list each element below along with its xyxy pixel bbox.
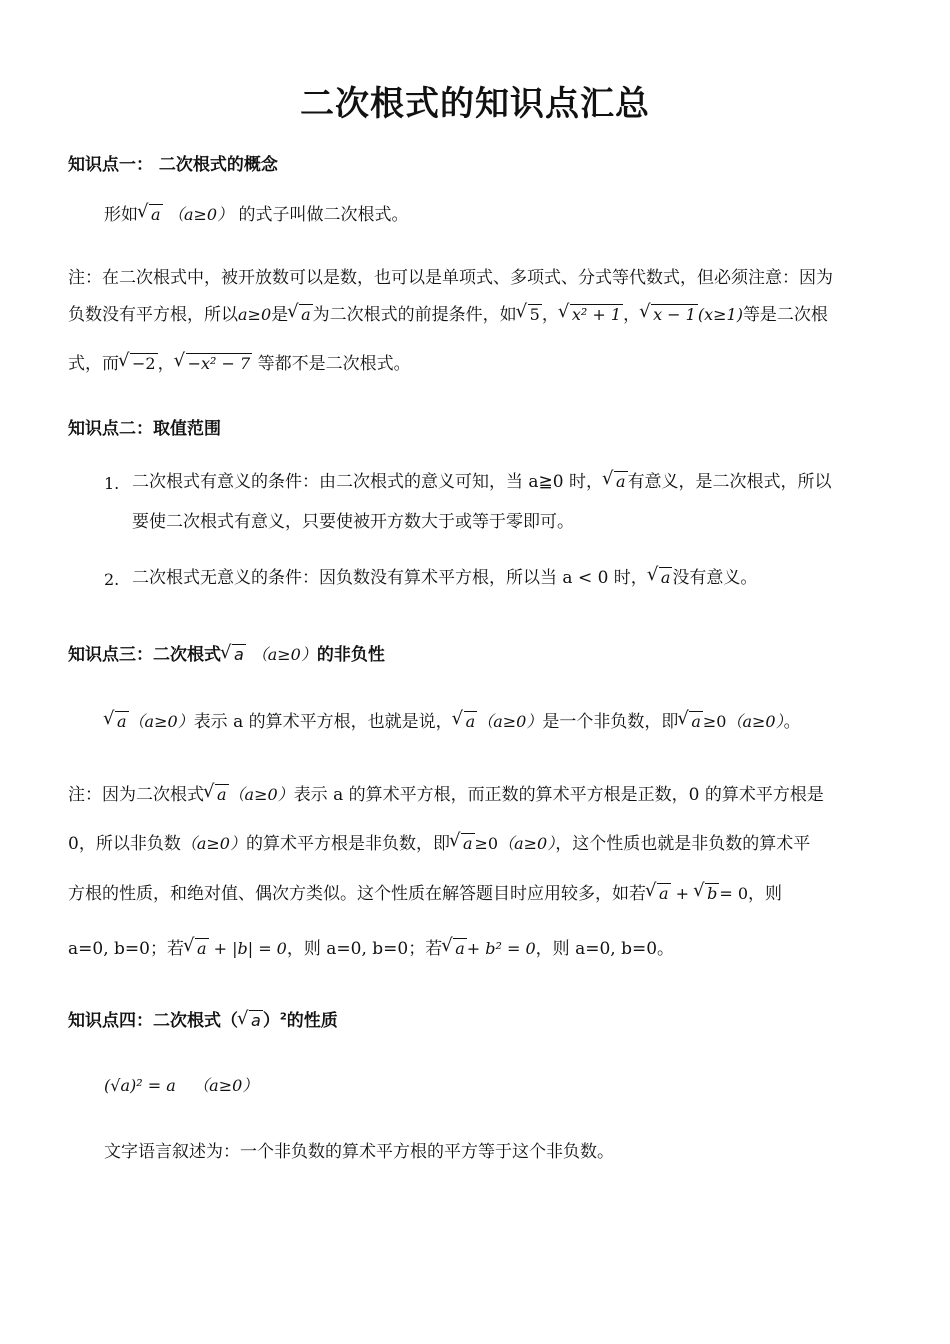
note-3-line-1: 注：因为二次根式√ a （a≥0）表示 a 的算术平方根，而正数的算术平方根是正数，0 的算术平方根是 xyxy=(68,783,824,807)
definition-line: 形如√ a （a≥0） 的式子叫做二次根式。 xyxy=(104,203,409,227)
page-title: 二次根式的知识点汇总 xyxy=(300,84,650,124)
section-3-body: √ a （a≥0）表示 a 的算术平方根，也就是说，√ a （a≥0）是一个非负数，即√ a ≥0（a≥0）。 xyxy=(104,710,801,734)
formula-line: (√a)² = a （a≥0） xyxy=(104,1076,259,1095)
section-2-heading: 知识点二：取值范围 xyxy=(68,419,221,439)
section-1-heading: 知识点一： 二次根式的概念 xyxy=(68,155,278,175)
note-3-line-4: a=0, b=0；若√ a + |b| = 0，则 a=0, b=0；若√ a + b² = 0，则 a=0, b=0。 xyxy=(68,937,674,961)
note-3-line-3: 方根的性质，和绝对值、偶次方类似。这个性质在解答题目时应用较多，如若√ a + √ b = 0，则 xyxy=(68,882,782,906)
section-4-heading: 知识点四：二次根式（√ a ）$^2$的性质 xyxy=(68,1006,338,1031)
note-1-line-1: 注：在二次根式中，被开放数可以是数，也可以是单项式、多项式、分式等代数式，但必须注意：因为 xyxy=(68,268,833,288)
formula: (√a)² = a xyxy=(104,1076,176,1095)
note-1-line-3: 式，而√ −2 ，√ −x² − 7 等都不是二次根式。 xyxy=(68,352,411,376)
list-item-1-line-2: 要使二次根式有意义，只要使被开方数大于或等于零即可。 xyxy=(132,512,574,532)
sqrt-a: √ a xyxy=(138,203,163,227)
list-item-1-line-1: 二次根式有意义的条件：由二次根式的意义可知，当 a≧0 时，√ a 有意义，是二次根式，所以 xyxy=(132,470,832,494)
list-number: 1. xyxy=(104,474,120,493)
list-number: 2. xyxy=(104,570,120,589)
note-1-line-2: 负数没有平方根，所以a≥0是√ a 为二次根式的前提条件，如√ 5 ，√ x² + 1 ，√ x − 1 (x≥1)等是二次根 xyxy=(68,303,828,327)
section-3-heading: 知识点三：二次根式√ a （a≥0）的非负性 xyxy=(68,640,385,665)
section-4-text: 文字语言叙述为：一个非负数的算术平方根的平方等于这个非负数。 xyxy=(104,1142,614,1162)
note-3-line-2: 0，所以非负数（a≥0）的算术平方根是非负数，即√ a ≥0（a≥0），这个性质也就是非负数的算术平 xyxy=(68,832,810,856)
list-item-2: 二次根式无意义的条件：因负数没有算术平方根，所以当 a < 0 时，√ a 没有意义。 xyxy=(132,566,757,590)
